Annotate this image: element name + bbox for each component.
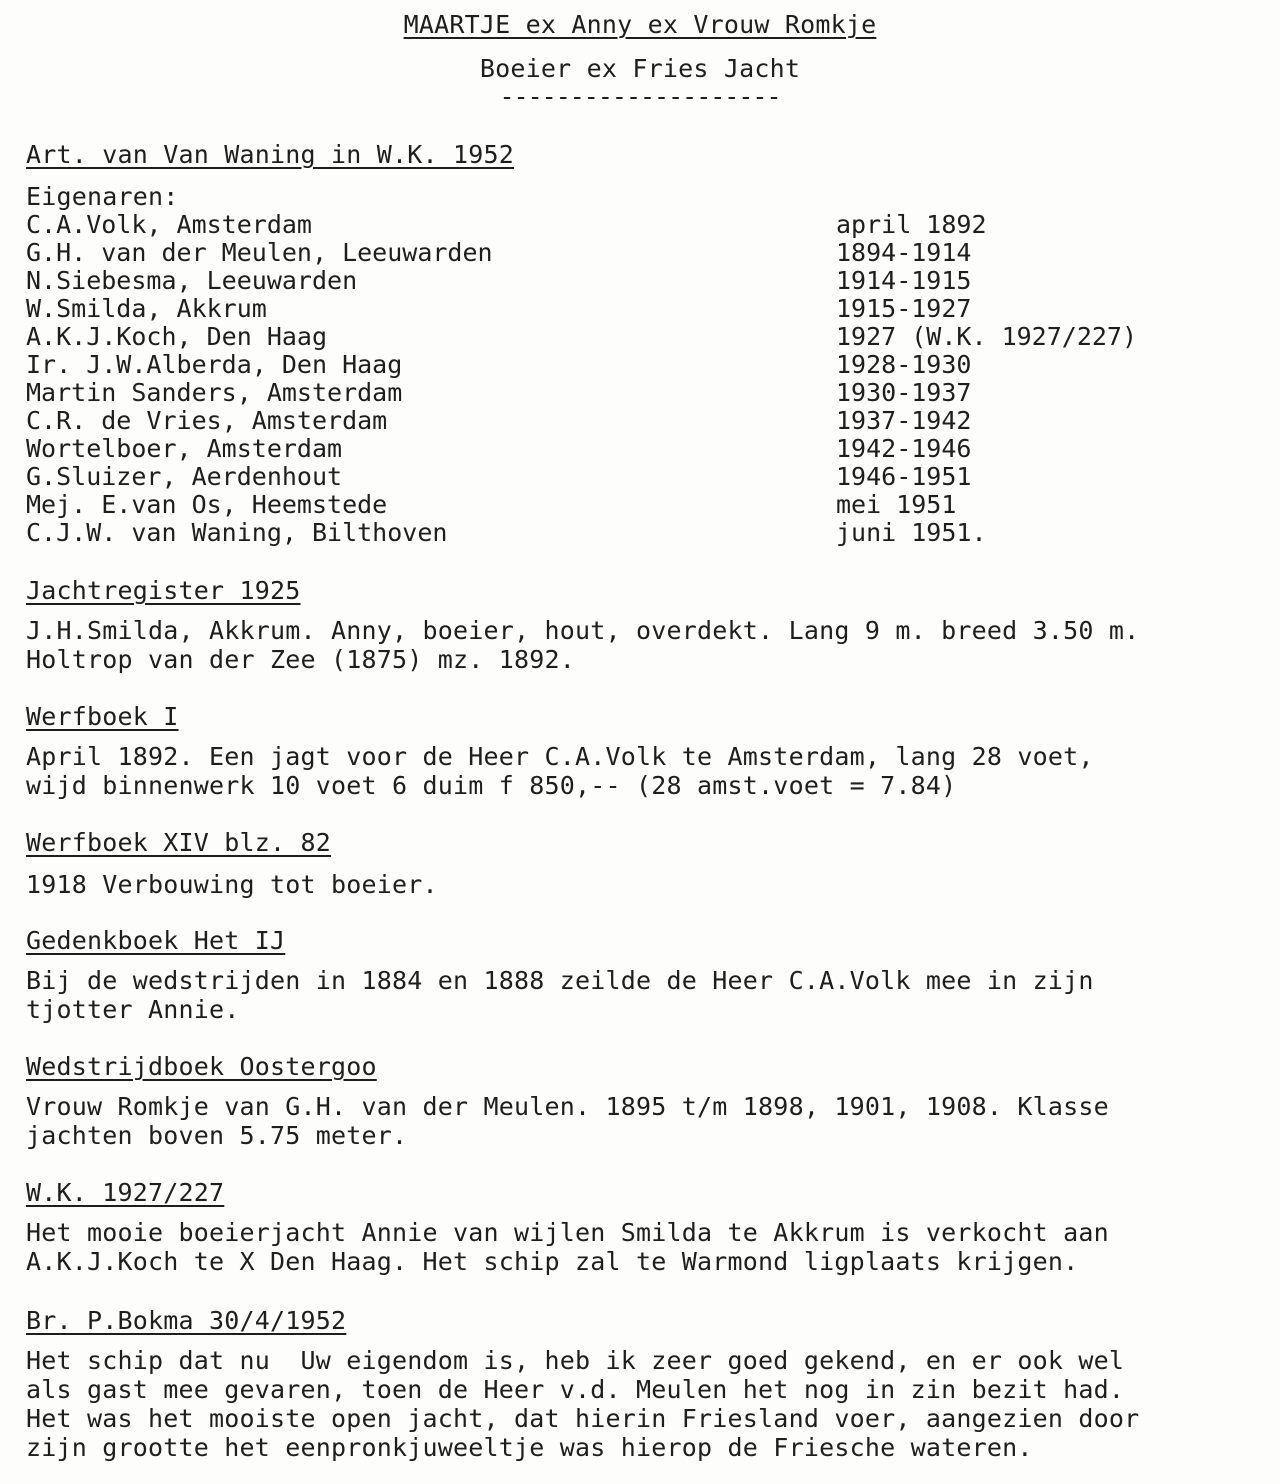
owner-date: 1946-1951 xyxy=(836,462,972,491)
section-text: J.H.Smilda, Akkrum. Anny, boeier, hout, overdekt. Lang 9 m. breed 3.50 m. Holtrop van der Zee (1875) mz. 1892. xyxy=(26,616,1140,674)
owner-name: G.H. van der Meulen, Leeuwarden xyxy=(26,238,493,267)
owner-row xyxy=(26,490,1266,518)
owner-date: mei 1951 xyxy=(836,490,957,519)
section-text: Bij de wedstrijden in 1884 en 1888 zeilde de Heer C.A.Volk mee in zijn tjotter Annie. xyxy=(26,966,1094,1024)
document-title: MAARTJE ex Anny ex Vrouw Romkje xyxy=(403,10,877,39)
owner-name: C.J.W. van Waning, Bilthoven xyxy=(26,518,448,547)
section-text: 1918 Verbouwing tot boeier. xyxy=(26,870,438,899)
owners-label: Eigenaren: xyxy=(26,182,179,211)
section-heading: W.K. 1927/227 xyxy=(26,1178,225,1207)
owner-date: juni 1951. xyxy=(836,518,987,547)
owner-name: Mej. E.van Os, Heemstede xyxy=(26,490,388,519)
owner-row xyxy=(26,350,1266,378)
owner-name: Ir. J.W.Alberda, Den Haag xyxy=(26,350,403,379)
owner-date: 1928-1930 xyxy=(836,350,972,379)
section-heading: Gedenkboek Het IJ xyxy=(26,926,286,955)
document-subtitle: Boeier ex Fries Jacht xyxy=(479,54,801,83)
owner-name: Martin Sanders, Amsterdam xyxy=(26,378,403,407)
owner-row xyxy=(26,210,1266,238)
section-text: Het schip dat nu Uw eigendom is, heb ik zeer goed gekend, en er ook wel als gast mee gevaren, toen de Heer v.d. Meulen het nog in zin bezit had. Het was het mooiste open jacht, dat hierin Friesland voer, aangezien door zijn grootte het eenpronkjuweeltje was hierop de Friesche wateren. xyxy=(26,1346,1140,1462)
owner-date: 1930-1937 xyxy=(836,378,972,407)
owner-date: 1927 (W.K. 1927/227) xyxy=(836,322,1138,351)
section-heading: Wedstrijdboek Oostergoo xyxy=(26,1052,377,1081)
owner-name: C.R. de Vries, Amsterdam xyxy=(26,406,388,435)
owner-row xyxy=(26,434,1266,462)
owner-row xyxy=(26,518,1266,546)
owner-name: N.Siebesma, Leeuwarden xyxy=(26,266,358,295)
owner-date: 1937-1942 xyxy=(836,406,972,435)
section-heading: Jachtregister 1925 xyxy=(26,576,301,605)
owner-name: Wortelboer, Amsterdam xyxy=(26,434,343,463)
section-heading: Br. P.Bokma 30/4/1952 xyxy=(26,1306,347,1335)
art-heading: Art. van Van Waning in W.K. 1952 xyxy=(26,140,515,169)
owner-row xyxy=(26,462,1266,490)
owner-row xyxy=(26,266,1266,294)
owner-row xyxy=(26,294,1266,322)
section-text: April 1892. Een jagt voor de Heer C.A.Volk te Amsterdam, lang 28 voet, wijd binnenwerk 10 voet 6 duim f 850,-- (28 amst.voet = 7.84) xyxy=(26,742,1094,800)
owner-name: W.Smilda, Akkrum xyxy=(26,294,267,323)
owner-row xyxy=(26,406,1266,434)
section-heading: Werfboek XIV blz. 82 xyxy=(26,828,332,857)
section-heading: Werfboek I xyxy=(26,702,179,731)
owner-date: 1914-1915 xyxy=(836,266,972,295)
owner-name: C.A.Volk, Amsterdam xyxy=(26,210,312,239)
section-text: Vrouw Romkje van G.H. van der Meulen. 1895 t/m 1898, 1901, 1908. Klasse jachten boven 5.75 meter. xyxy=(26,1092,1109,1150)
owner-row xyxy=(26,322,1266,350)
section-text: Het mooie boeierjacht Annie van wijlen Smilda te Akkrum is verkocht aan A.K.J.Koch te X Den Haag. Het schip zal te Warmond ligplaats krijgen. xyxy=(26,1218,1109,1276)
owner-date: 1942-1946 xyxy=(836,434,972,463)
owner-date: april 1892 xyxy=(836,210,987,239)
owner-name: A.K.J.Koch, Den Haag xyxy=(26,322,328,351)
owner-row xyxy=(26,378,1266,406)
owner-name: G.Sluizer, Aerdenhout xyxy=(26,462,343,491)
owner-date: 1915-1927 xyxy=(836,294,972,323)
owner-date: 1894-1914 xyxy=(836,238,972,267)
subtitle-rule: -------------------- xyxy=(499,82,781,111)
owner-row xyxy=(26,238,1266,266)
